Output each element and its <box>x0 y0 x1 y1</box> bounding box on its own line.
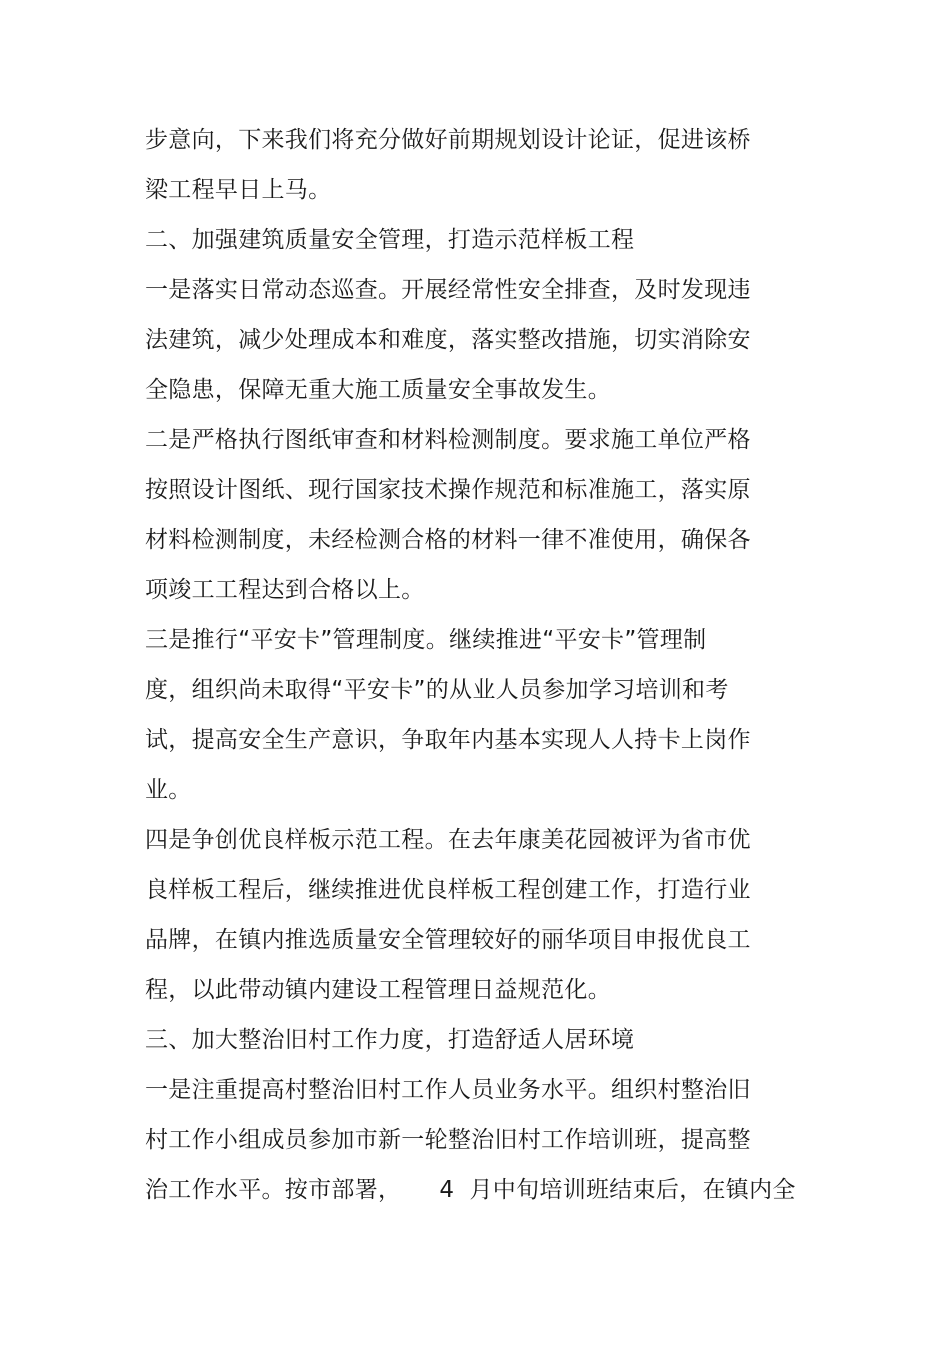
text-line: 一是落实日常动态巡查。开展经常性安全排查，及时发现违 <box>145 277 751 303</box>
text-line: 度，组织尚未取得“平安卡”的从业人员参加学习培训和考 <box>145 677 729 703</box>
text-line: 四是争创优良样板示范工程。在去年康美花园被评为省市优 <box>145 827 751 853</box>
text-line: 村工作小组成员参加市新一轮整治旧村工作培训班，提高整 <box>145 1127 751 1153</box>
text-line: 梁工程早日上马。 <box>145 177 332 203</box>
text-line: 项竣工工程达到合格以上。 <box>145 577 425 603</box>
text-line: 一是注重提高村整治旧村工作人员业务水平。组织村整治旧 <box>145 1077 751 1103</box>
text-line: 二是严格执行图纸审查和材料检测制度。要求施工单位严格 <box>145 427 751 453</box>
text-line: 良样板工程后，继续推进优良样板工程创建工作，打造行业 <box>145 877 751 903</box>
section-heading: 三、加大整治旧村工作力度，打造舒适人居环境 <box>145 1027 635 1053</box>
text-line: 材料检测制度，未经检测合格的材料一律不准使用，确保各 <box>145 527 751 553</box>
text-line: 程，以此带动镇内建设工程管理日益规范化。 <box>145 977 611 1003</box>
text-line: 法建筑，减少处理成本和难度，落实整改措施，切实消除安 <box>145 327 751 353</box>
text-line: 业。 <box>145 777 192 803</box>
text-line: 按照设计图纸、现行国家技术操作规范和标准施工，落实原 <box>145 477 751 503</box>
text-line: 品牌，在镇内推选质量安全管理较好的丽华项目申报优良工 <box>145 927 751 953</box>
text-line: 试，提高安全生产意识，争取年内基本实现人人持卡上岗作 <box>145 727 751 753</box>
text-line: 步意向，下来我们将充分做好前期规划设计论证，促进该桥 <box>145 127 751 153</box>
text-line: 三是推行“平安卡”管理制度。继续推进“平安卡”管理制 <box>145 627 707 653</box>
section-heading: 二、加强建筑质量安全管理，打造示范样板工程 <box>145 227 635 253</box>
text-line: 治工作水平。按市部署， 4 月中旬培训班结束后，在镇内全 <box>145 1177 796 1203</box>
text-line: 全隐患，保障无重大施工质量安全事故发生。 <box>145 377 611 403</box>
